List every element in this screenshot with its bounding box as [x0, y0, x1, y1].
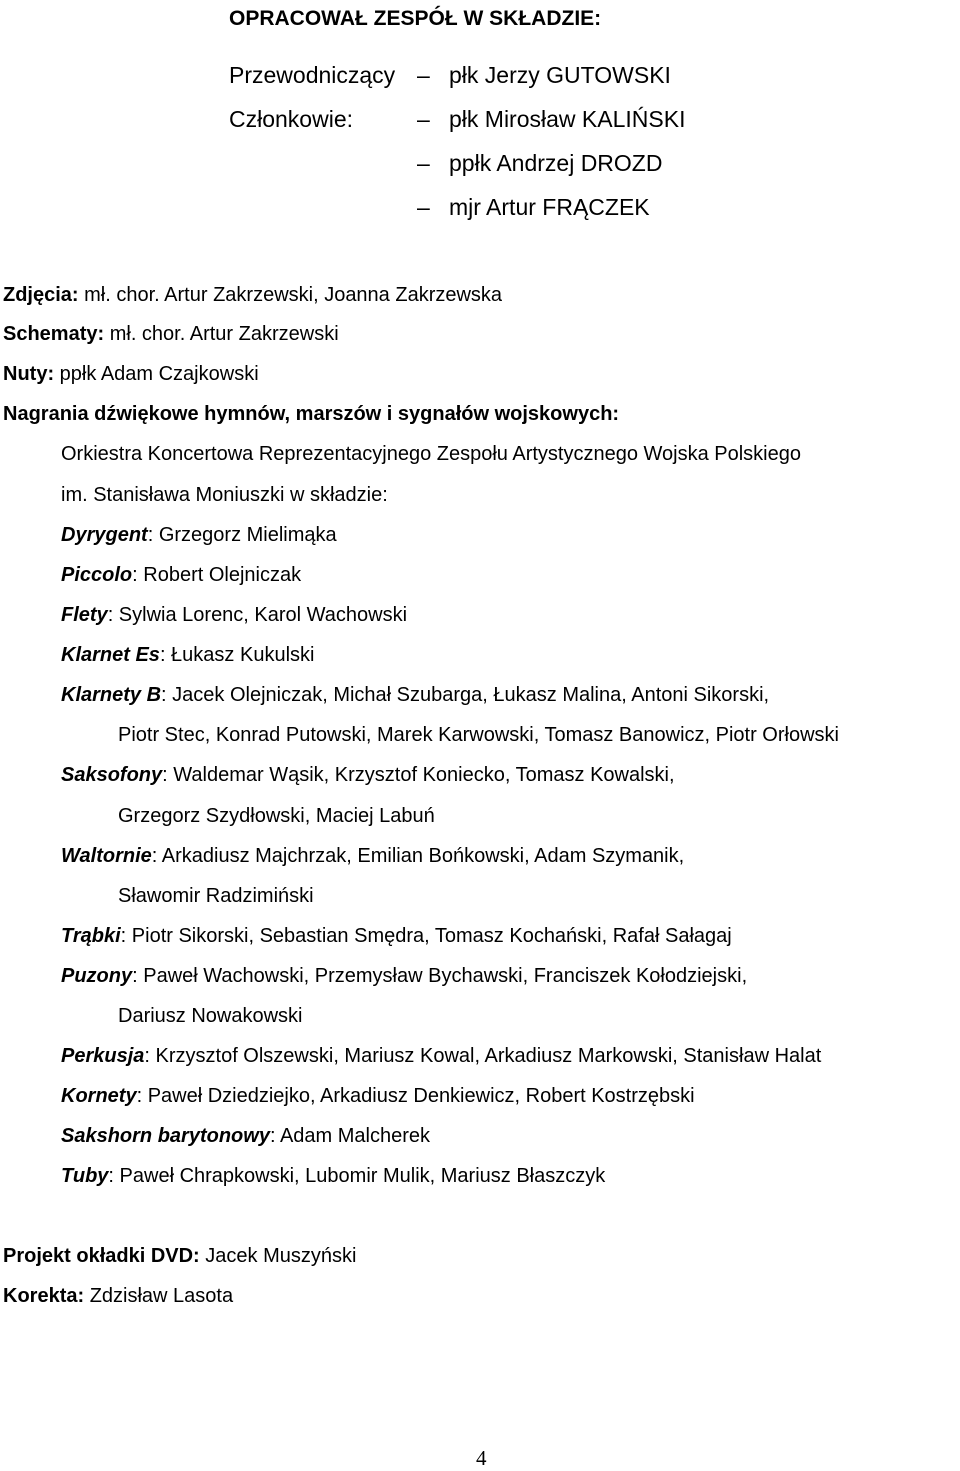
section-row	[61, 763, 675, 787]
section-label: Perkusja	[61, 1045, 145, 1067]
section-continuation: Sławomir Radzimiński	[118, 885, 314, 907]
section-continuation: Dariusz Nowakowski	[118, 1005, 303, 1027]
section-label: Sakshorn barytonowy	[61, 1125, 270, 1147]
section-label: Tuby	[61, 1165, 109, 1187]
notes-label: Nuty:	[3, 363, 55, 385]
member-dash: –	[417, 106, 430, 132]
section-colon: :	[136, 1085, 143, 1107]
section-colon: :	[151, 845, 158, 867]
section-row	[61, 603, 407, 627]
section-names: Adam Malcherek	[275, 1125, 431, 1147]
section-names: Sylwia Lorenc, Karol Wachowski	[113, 604, 408, 626]
schemes-value: mł. chor. Artur Zakrzewski	[109, 323, 339, 345]
chair-name: płk Jerzy GUTOWSKI	[449, 62, 671, 88]
schemes-label: Schematy:	[3, 323, 105, 345]
photos-credit	[3, 283, 502, 307]
section-names: Krzysztof Olszewski, Mariusz Kowal, Arkadiusz Markowski, Stanisław Halat	[149, 1045, 822, 1067]
member-name: mjr Artur FRĄCZEK	[449, 194, 650, 220]
schemes-credit	[3, 322, 339, 346]
section-names: Paweł Wachowski, Przemysław Bychawski, Franciszek Kołodziejski,	[137, 965, 748, 987]
section-row	[61, 1164, 605, 1188]
section-label: Puzony	[61, 965, 133, 987]
section-colon: :	[162, 764, 168, 786]
section-colon: :	[147, 524, 154, 546]
proof-credit	[3, 1284, 233, 1308]
section-label: Klarnety B	[61, 684, 162, 706]
proof-value: Zdzisław Lasota	[84, 1285, 234, 1307]
section-colon: :	[120, 925, 127, 947]
chair-role: Przewodniczący	[229, 62, 396, 88]
section-names: Paweł Chrapkowski, Lubomir Mulik, Mariusz Błaszczyk	[113, 1165, 606, 1187]
photos-label: Zdjęcia:	[3, 284, 79, 306]
notes-value: ppłk Adam Czajkowski	[59, 363, 259, 385]
section-row	[61, 683, 769, 707]
chair-dash: –	[417, 62, 430, 88]
section-continuation: Piotr Stec, Konrad Putowski, Marek Karwowski, Tomasz Banowicz, Piotr Orłowski	[118, 724, 839, 746]
section-names: Waldemar Wąsik, Krzysztof Koniecko, Tomasz Kowalski,	[167, 764, 675, 786]
section-continuation: Grzegorz Szydłowski, Maciej Labuń	[118, 805, 435, 827]
section-colon: :	[269, 1125, 276, 1147]
section-names: Robert Olejniczak	[137, 564, 302, 586]
notes-credit	[3, 362, 259, 386]
section-row	[61, 964, 747, 988]
section-label: Kornety	[61, 1085, 137, 1107]
page-number: 4	[476, 1446, 487, 1470]
section-colon: :	[132, 965, 138, 987]
section-names: Paweł Dziedziejko, Arkadiusz Denkiewicz, Robert Kostrzębski	[142, 1085, 695, 1107]
section-colon: :	[107, 604, 114, 626]
member-dash: –	[417, 194, 430, 220]
cover-label: Projekt okładki DVD:	[3, 1245, 200, 1267]
section-row	[61, 1084, 695, 1108]
section-colon: :	[132, 564, 138, 586]
section-row	[61, 1124, 430, 1148]
section-label: Flety	[61, 604, 108, 626]
section-row	[61, 844, 684, 868]
section-label: Waltornie	[61, 845, 152, 867]
member-name: ppłk Andrzej DROZD	[449, 150, 663, 176]
section-label: Klarnet Es	[61, 644, 160, 666]
section-label: Saksofony	[61, 764, 163, 786]
orchestra-line: Orkiestra Koncertowa Reprezentacyjnego Zespołu Artystycznego Wojska Polskiego	[61, 443, 801, 465]
photos-value: mł. chor. Artur Zakrzewski, Joanna Zakrzewska	[84, 284, 503, 306]
cover-value: Jacek Muszyński	[199, 1245, 357, 1267]
section-names: Łukasz Kukulski	[165, 644, 315, 666]
cover-credit	[3, 1244, 356, 1268]
section-label: Trąbki	[61, 925, 121, 947]
section-colon: :	[161, 684, 167, 706]
section-row	[61, 643, 314, 667]
document-heading: OPRACOWAŁ ZESPÓŁ W SKŁADZIE:	[229, 7, 602, 30]
section-names: Arkadiusz Majchrzak, Emilian Bońkowski, Adam Szymanik,	[157, 845, 685, 867]
section-colon: :	[144, 1045, 150, 1067]
section-row	[61, 563, 301, 587]
orchestra-line: im. Stanisława Moniuszki w składzie:	[61, 484, 388, 506]
member-name: płk Mirosław KALIŃSKI	[449, 106, 686, 132]
section-row	[61, 523, 337, 547]
member-dash: –	[417, 150, 430, 176]
members-role: Członkowie:	[229, 106, 353, 132]
section-colon: :	[159, 644, 166, 666]
section-names: Piotr Sikorski, Sebastian Smędra, Tomasz Kochański, Rafał Sałagaj	[126, 925, 732, 947]
proof-label: Korekta:	[3, 1285, 85, 1307]
section-label: Dyrygent	[61, 524, 148, 546]
section-row	[61, 924, 732, 948]
section-names: Jacek Olejniczak, Michał Szubarga, Łukasz Malina, Antoni Sikorski,	[166, 684, 770, 706]
section-colon: :	[108, 1165, 114, 1187]
section-row	[61, 1044, 821, 1068]
section-names: Grzegorz Mielimąka	[153, 524, 337, 546]
recordings-label: Nagrania dźwiękowe hymnów, marszów i sygnałów wojskowych:	[3, 403, 620, 425]
section-label: Piccolo	[61, 564, 133, 586]
